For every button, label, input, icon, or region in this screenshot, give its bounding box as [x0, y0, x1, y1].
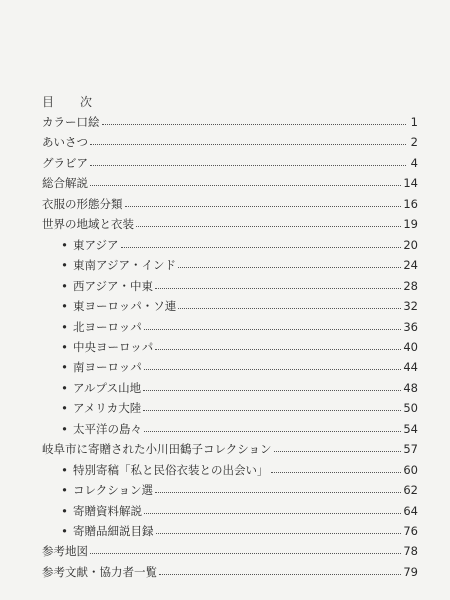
- dot-leader: [143, 409, 401, 411]
- toc-entry-page: 60: [403, 462, 418, 477]
- toc-entry-page: 54: [403, 421, 418, 436]
- toc-entry-title: グラビア: [42, 155, 88, 170]
- toc-entry-page: 36: [403, 319, 418, 334]
- toc-entry-page: 78: [403, 544, 418, 559]
- dot-leader: [125, 205, 402, 207]
- toc-entry: [60, 277, 418, 295]
- bullet-icon: •: [61, 524, 68, 538]
- toc-entry-title: カラー口絵: [42, 115, 100, 129]
- toc-entry-title: あいさつ: [42, 135, 88, 150]
- toc-entry: [42, 154, 418, 172]
- dot-leader: [102, 123, 407, 125]
- toc-entry-title: アメリカ大陸: [73, 401, 142, 416]
- dot-leader: [143, 389, 401, 391]
- dot-leader: [144, 430, 401, 432]
- toc-entry: [42, 133, 418, 151]
- toc-entry-title: 寄贈品細説目録: [73, 524, 154, 538]
- toc-entry-title: アルプス山地: [73, 380, 142, 395]
- toc-entry: [42, 563, 418, 581]
- dot-leader: [136, 225, 401, 227]
- toc-entry: [60, 297, 418, 315]
- toc-entry-title: 東南アジア・インド: [73, 258, 177, 273]
- toc-entry: [60, 358, 418, 376]
- toc-entry-page: 19: [403, 217, 418, 232]
- toc-entry-title: コレクション選: [73, 483, 154, 498]
- toc-entry-page: 64: [403, 503, 418, 518]
- dot-leader: [159, 573, 401, 575]
- bullet-icon: •: [61, 360, 68, 375]
- toc-entry-page: 28: [403, 278, 418, 293]
- toc-entry-page: 14: [403, 176, 418, 191]
- bullet-icon: •: [61, 339, 68, 354]
- toc-entry-page: 4: [410, 155, 418, 170]
- toc-entry-page: 79: [403, 564, 418, 579]
- toc-entry: [42, 440, 418, 458]
- toc-entry: [42, 174, 418, 192]
- toc-entry-title: 参考地図: [42, 544, 88, 559]
- toc-entry-title: 特別寄稿「私と民俗衣装との出会い」: [73, 462, 269, 477]
- toc-entry-page: 1: [410, 115, 418, 129]
- toc-entry: [60, 256, 418, 274]
- toc-entry: [42, 542, 418, 560]
- dot-leader: [271, 471, 402, 473]
- toc-entry: [60, 379, 418, 397]
- toc-entry-title: 太平洋の島々: [73, 421, 142, 436]
- toc-entry-page: 2: [410, 135, 418, 150]
- toc-entry-title: 衣服の形態分類: [42, 196, 123, 211]
- toc-entry-page: 32: [403, 299, 418, 314]
- dot-leader: [90, 552, 401, 554]
- toc-entry-page: 44: [403, 360, 418, 375]
- toc-entry: [60, 461, 418, 479]
- toc-entry-page: 16: [403, 196, 418, 211]
- toc-entry: [60, 420, 418, 438]
- dot-leader: [155, 287, 401, 289]
- dot-leader: [121, 246, 402, 248]
- toc-entry: [60, 502, 418, 520]
- toc-entry-title: 南ヨーロッパ: [73, 360, 142, 375]
- bullet-icon: •: [61, 299, 68, 314]
- toc-entry-title: 世界の地域と衣装: [42, 217, 134, 232]
- toc-entry: [42, 195, 418, 213]
- toc-entry-page: 50: [403, 401, 418, 416]
- toc-entry-title: 北ヨーロッパ: [73, 319, 142, 334]
- toc-entry-page: 20: [403, 237, 418, 252]
- dot-leader: [144, 368, 402, 370]
- toc-entry: [42, 113, 418, 131]
- toc-entry: [60, 338, 418, 356]
- bullet-icon: •: [61, 462, 68, 477]
- bullet-icon: •: [61, 401, 68, 416]
- dot-leader: [156, 532, 402, 534]
- dot-leader: [155, 491, 401, 493]
- dot-leader: [90, 143, 406, 145]
- toc-entry-title: 東ヨーロッパ・ソ連: [73, 299, 177, 314]
- dot-leader: [178, 307, 401, 309]
- bullet-icon: •: [61, 278, 68, 293]
- bullet-icon: •: [61, 503, 68, 518]
- dot-leader: [90, 184, 401, 186]
- toc-entry-title: 西アジア・中東: [73, 278, 154, 293]
- dot-leader: [144, 512, 401, 514]
- toc-entry: [60, 481, 418, 499]
- bullet-icon: •: [61, 380, 68, 395]
- bullet-icon: •: [61, 237, 68, 252]
- toc-entry: [42, 215, 418, 233]
- dot-leader: [155, 348, 401, 350]
- bullet-icon: •: [61, 319, 68, 334]
- bullet-icon: •: [61, 421, 68, 436]
- toc-entry-page: 62: [403, 483, 418, 498]
- dot-leader: [144, 328, 402, 330]
- bullet-icon: •: [61, 258, 68, 273]
- toc-entry-page: 57: [403, 442, 418, 457]
- toc-entry-title: 総合解説: [42, 176, 88, 191]
- toc-entry-title: 東アジア: [73, 237, 119, 252]
- toc-entry-title: 参考文献・協力者一覧: [42, 564, 157, 579]
- toc-entry-title: 岐阜市に寄贈された小川田鶴子コレクション: [42, 442, 272, 457]
- toc-heading: 目 次: [42, 95, 100, 109]
- toc-entry: [60, 236, 418, 254]
- toc-entry: [60, 318, 418, 336]
- toc-entry-title: 中央ヨーロッパ: [73, 339, 154, 354]
- toc-entry: [60, 399, 418, 417]
- toc-entry-page: 24: [403, 258, 418, 273]
- toc-entry: [60, 522, 418, 540]
- toc-entry-page: 40: [403, 339, 418, 354]
- bullet-icon: •: [61, 483, 68, 498]
- dot-leader: [274, 450, 402, 452]
- toc-entry-title: 寄贈資料解説: [73, 503, 142, 518]
- toc-entry-page: 76: [403, 524, 418, 538]
- dot-leader: [90, 164, 406, 166]
- dot-leader: [178, 266, 401, 268]
- toc-entry-page: 48: [403, 380, 418, 395]
